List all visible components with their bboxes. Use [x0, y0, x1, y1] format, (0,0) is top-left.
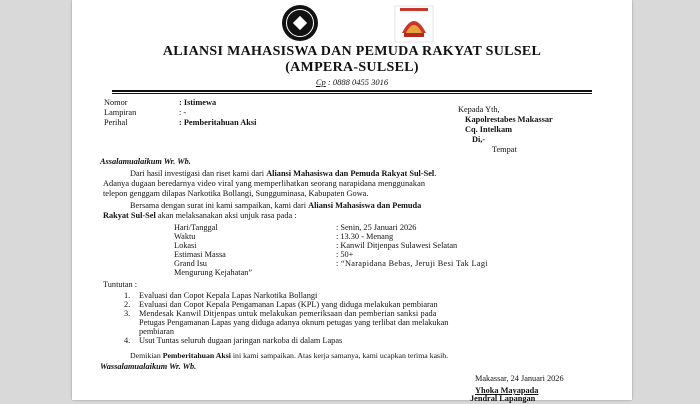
demand-4-number: 4. [124, 336, 131, 345]
paragraph-2-line-1: Bersama dengan surat ini kami sampaikan, kami dari Aliansi Mahasiswa dan Pemuda [130, 201, 422, 210]
demand-4-text: Usut Tuntas seluruh dugaan jaringan narkoba di dalam Lapas [139, 336, 343, 345]
closing-farewell: Wassalamualaikum Wr. Wb. [100, 362, 197, 371]
lampiran-label: Lampiran [104, 108, 137, 117]
organization-seal-icon [282, 5, 318, 41]
perihal-value: : Pemberitahuan Aksi [179, 118, 257, 127]
letter-page [72, 0, 632, 403]
demand-1-text: Evaluasi dan Copot Kepala Lapas Narkotika Bollangi [139, 291, 318, 300]
demand-3-text-line-2: Petugas Pengamanan Lapas yang diduga adanya oknum petugas yang terlibat dan melakukan [139, 318, 449, 327]
paragraph-1-line-2: Adanya dugaan beredarnya video viral yang memperlihatkan seorang narapidana menggunakan [103, 179, 426, 188]
signatory-title: Jendral Lapangan [470, 394, 536, 403]
recipient-greeting: Kepada Yth, [458, 105, 500, 114]
demand-3-text-line-1: Mendesak Kanwil Ditjenpas untuk melakukan pemeriksaan dan pemberian sanksi pada [139, 309, 437, 318]
header-rule-thin [112, 93, 592, 94]
nomor-value: : Istimewa [179, 98, 217, 107]
demand-3-text-line-3: pembiaran [139, 327, 175, 336]
detail-label-issue: Grand Isu [174, 259, 207, 268]
recipient-name: Kapolrestabes Makassar [465, 115, 553, 124]
contact-phone [72, 77, 632, 87]
header-rule [112, 90, 592, 92]
cp-number: : 0888 0455 3016 [327, 77, 389, 87]
demand-2-text: Evaluasi dan Copot Kepala Pengamanan Lapas (KPL) yang diduga melakukan pembiaran [139, 300, 438, 309]
paragraph-2-line-2: Rakyat Sul-Sel akan melaksanakan aksi unjuk rasa pada : [103, 211, 297, 220]
place-and-date: Makassar, 24 Januari 2026 [475, 374, 564, 383]
detail-value-time: : 13.30 - Menang [336, 232, 394, 241]
demands-heading: Tuntutan : [103, 280, 138, 289]
paragraph-1-line-3: telepon genggam dilapas Narkotika Bollangi, Sungguminasa, Kabupaten Gowa. [103, 189, 369, 198]
detail-label-location: Lokasi [174, 241, 197, 250]
recipient-di: Di,- [472, 135, 486, 144]
demand-1-number: 1. [124, 291, 131, 300]
paragraph-1-line-1: Dari hasil investigasi dan riset kami dari Aliansi Mahasiswa dan Pemuda Rakyat Sul-Sel. [130, 169, 437, 178]
closing-sentence: Demikian Pemberitahuan Aksi ini kami sampaikan. Atas kerja samanya, kami ucapkan terima kasih. [130, 351, 449, 360]
detail-value-location: : Kanwil Ditjenpas Sulawesi Selatan [336, 241, 458, 250]
detail-value-crowd: : 50+ [336, 250, 354, 259]
detail-label-date: Hari/Tanggal [174, 223, 218, 232]
cp-label: Cp [315, 77, 326, 87]
crest-emblem-icon [394, 5, 434, 43]
detail-label-time: Waktu [174, 232, 196, 241]
nomor-label: Nomor [104, 98, 128, 107]
letterhead-title: ALIANSI MAHASISWA DAN PEMUDA RAKYAT SULSEL [162, 44, 542, 59]
detail-value-date: : Senin, 25 Januari 2026 [336, 223, 417, 232]
demand-3-number: 3. [124, 309, 131, 318]
letterhead-subtitle: (AMPERA-SULSEL) [285, 60, 419, 75]
demand-2-number: 2. [124, 300, 131, 309]
signatory-name: Yhoka Mayapada [475, 386, 539, 395]
detail-label-crowd: Estimasi Massa [174, 250, 226, 259]
recipient-place: Tempat [492, 145, 517, 154]
opening-greeting: Assalamualaikum Wr. Wb. [100, 157, 191, 166]
detail-value-issue: : “Narapidana Bebas, Jeruji Besi Tak Lagi [336, 259, 488, 268]
detail-value-issue-cont: Mengurung Kejahatan” [174, 268, 253, 277]
lampiran-value: : - [179, 108, 187, 117]
perihal-label: Perihal [104, 118, 128, 127]
recipient-cq: Cq. Intelkam [465, 125, 513, 134]
